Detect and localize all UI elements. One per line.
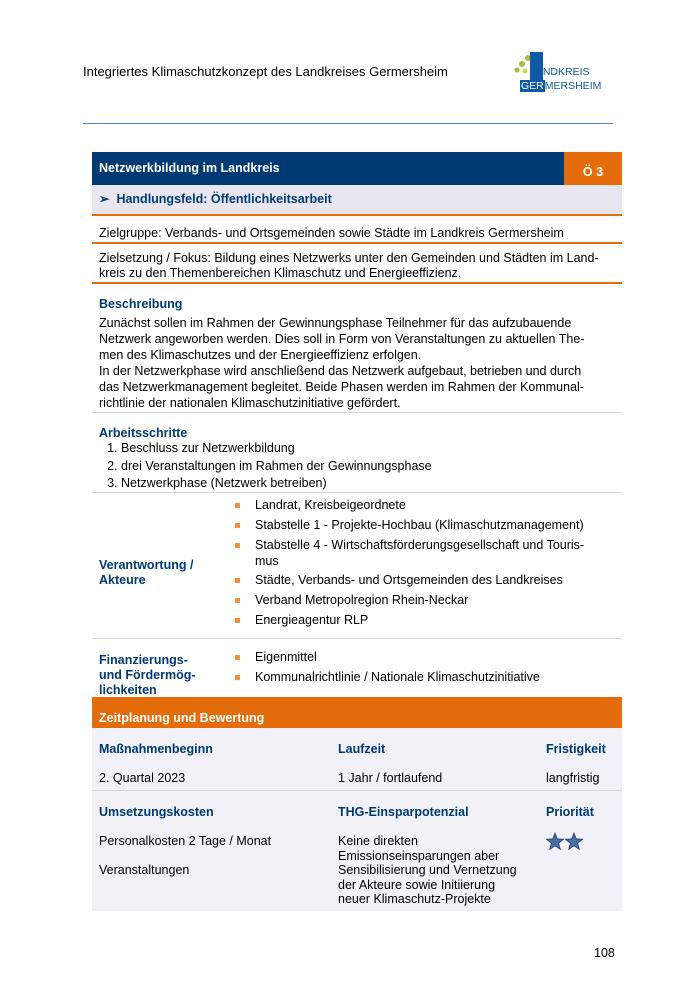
arbeitsschritte-heading: Arbeitsschritte [99, 426, 188, 440]
priority-star-icon [565, 833, 582, 849]
priority-star-icon [546, 833, 563, 849]
finanzierung-label-line: lichkeiten [99, 683, 157, 697]
beschreibung-paragraph-2 [99, 363, 609, 411]
massnahmenbeginn-header: Maßnahmenbeginn [99, 742, 213, 756]
finanzierung-label-line: Finanzierungs- [99, 653, 188, 667]
beschreibung-line: richtlinie der nationalen Klimaschutzinitiative gefördert. [99, 396, 401, 410]
measure-title: Netzwerkbildung im Landkreis [92, 152, 564, 185]
zielgruppe-divider [92, 242, 622, 244]
thg-line: Keine direkten [338, 834, 418, 848]
handlungsfeld-row [92, 185, 622, 216]
header-divider [83, 123, 613, 124]
kosten-value-1: Personalkosten 2 Tage / Monat [99, 834, 272, 848]
fristigkeit-value: langfristig [546, 771, 600, 785]
page-number: 108 [594, 946, 615, 960]
umsetzungskosten-header: Umsetzungskosten [99, 805, 214, 819]
zielsetzung-line-1: Zielsetzung / Fokus: Bildung eines Netzwerks unter den Gemeinden und Städten im Land- [99, 251, 599, 265]
arbeitsschritte-divider [92, 492, 622, 493]
akteure-list [234, 497, 610, 628]
beschreibung-paragraph-1 [99, 315, 609, 363]
zielgruppe-text: Zielgruppe: Verbands- und Ortsgemeinden sowie Städte im Landkreis Germersheim [99, 226, 564, 240]
measure-code: Ö 3 [564, 152, 622, 185]
zielsetzung-line-2: kreis zu den Themenbereichen Klimaschutz und Energieeffizienz. [99, 266, 462, 280]
list-item: Stabstelle 1 - Projekte-Hochbau (Klimaschutzmanagement) [234, 517, 610, 533]
zeitplanung-divider [92, 790, 622, 791]
thg-value [338, 834, 517, 907]
list-item: Städte, Verbands- und Ortsgemeinden des Landkreises [234, 572, 610, 588]
list-item-continuation: mus [255, 554, 279, 568]
list-item: 3. Netzwerkphase (Netzwerk betreiben) [121, 475, 432, 493]
finanzierung-list [234, 649, 610, 685]
prioritaet-header: Priorität [546, 805, 594, 819]
list-item: Energieagentur RLP [234, 612, 610, 628]
beschreibung-line: Zunächst sollen im Rahmen der Gewinnungsphase Teilnehmer für das aufzubauende [99, 316, 572, 330]
zielsetzung-divider [92, 282, 622, 284]
finanzierung-label [99, 653, 196, 698]
list-item: Eigenmittel [234, 649, 610, 665]
document-title: Integriertes Klimaschutzkonzept des Landkreises Germersheim [83, 64, 448, 79]
finanzierung-label-line: und Fördermög- [99, 668, 196, 682]
logo-text-mersheim: MERSHEIM [544, 80, 602, 92]
list-item: Verband Metropolregion Rhein-Neckar [234, 592, 610, 608]
logo-text-landkreis: LANDKREIS [530, 66, 590, 78]
laufzeit-header: Laufzeit [338, 742, 386, 756]
logo-text-ger: GER [521, 80, 544, 92]
thg-line: Sensibilisierung und Vernetzung [338, 863, 517, 877]
beschreibung-line: In der Netzwerkphase wird anschließend das Netzwerk aufgebaut, betrieben und durch [99, 364, 582, 378]
akteure-label-line: Verantwortung / [99, 558, 194, 572]
list-item: Landrat, Kreisbeigeordnete [234, 497, 610, 513]
list-item: Stabstelle 4 - Wirtschaftsförderungsgesellschaft und Touris- [234, 537, 610, 553]
akteure-label [99, 558, 193, 588]
beschreibung-line: das Netzwerkmanagement begleitet. Beide Phasen werden im Rahmen der Kommunal- [99, 380, 584, 394]
laufzeit-value: 1 Jahr / fortlaufend [338, 771, 443, 785]
arbeitsschritte-list [99, 440, 432, 493]
thg-line: Emissionseinsparungen aber [338, 848, 500, 863]
thg-line: neuer Klimaschutz-Projekte [338, 892, 491, 906]
handlungsfeld-text: Handlungsfeld: Öffentlichkeitsarbeit [116, 192, 332, 206]
beschreibung-heading: Beschreibung [99, 297, 183, 311]
list-item: 2. drei Veranstaltungen im Rahmen der Gewinnungsphase [121, 458, 432, 476]
thg-line: der Akteure sowie Initiierung [338, 877, 496, 892]
zielsetzung-text [99, 251, 614, 281]
list-item: 1. Beschluss zur Netzwerkbildung [121, 440, 432, 458]
kosten-value-2: Veranstaltungen [99, 863, 190, 877]
arrow-bullet-icon: ➢ [99, 192, 110, 206]
massnahmenbeginn-value: 2. Quartal 2023 [99, 771, 186, 785]
beschreibung-line: men des Klimaschutzes und der Energieeffizienz erfolgen. [99, 348, 422, 362]
akteure-label-line: Akteure [99, 573, 146, 587]
beschreibung-line: Netzwerk angeworben werden. Dies soll in Form von Veranstaltungen zu aktuellen The- [99, 332, 585, 346]
fristigkeit-header: Fristigkeit [546, 742, 606, 756]
logo-text-germersheim [520, 80, 601, 92]
priority-rating [546, 832, 586, 857]
akteure-divider [92, 638, 622, 639]
thg-header: THG-Einsparpotenzial [338, 805, 469, 819]
beschreibung-divider [92, 412, 622, 413]
zeitplanung-heading: Zeitplanung und Bewertung [92, 697, 622, 728]
list-item: Kommunalrichtlinie / Nationale Klimaschutzinitiative [234, 669, 610, 685]
